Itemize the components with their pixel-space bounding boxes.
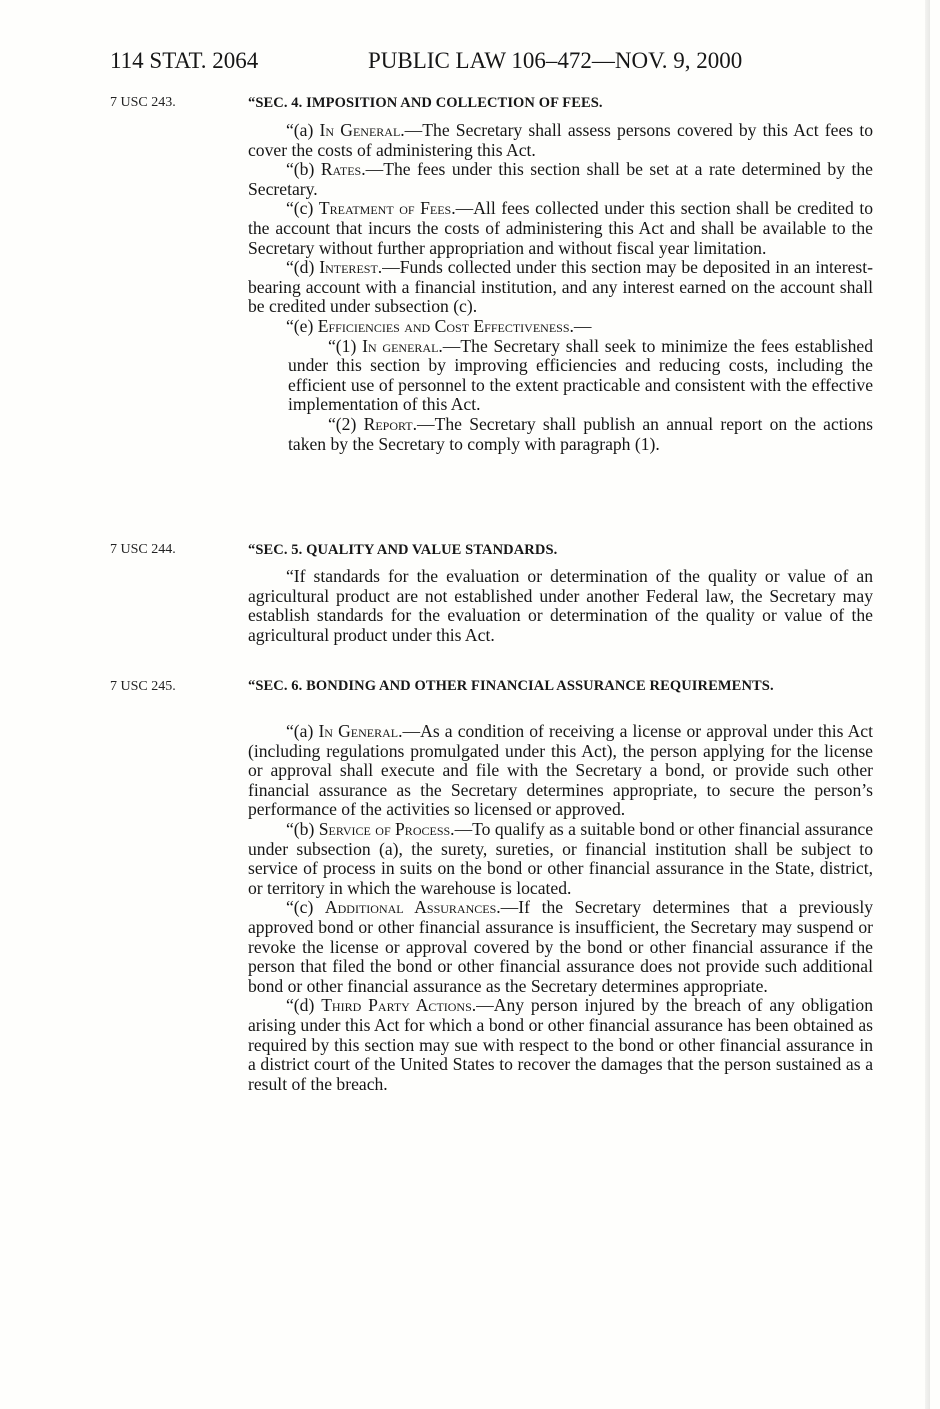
section-5-heading: “SEC. 5. QUALITY AND VALUE STANDARDS. (248, 542, 558, 558)
section-5-text: “If standards for the evaluation or determination of the quality or value of an agricultural product are not established under another Federal law, the Secretary may establish standards for the evaluation or determination of the quality or value of the agricultural product under this Act. (248, 566, 873, 645)
section-6-subsection-b: “(b) Service of Process.—To qualify as a suitable bond or other financial assurance under subsection (a), the surety, sureties, or financial institution shall be subject to service of process in suits on the bond or other financial assurance in the State, district, or territory in which the warehouse is located. (248, 818, 874, 898)
margin-note-usc-244: 7 USC 244. (110, 542, 176, 557)
section-6-subsection-c: “(c) Additional Assurances.—If the Secretary determines that a previously approved bond or other financial assurance is insufficient, the Secretary may suspend or revoke the license or approval covered by the bond or other financial assurance if the person that filed the bond or other financial assurance does not provide such additional bond or other financial assurance as the Secretary determines appropriate. (248, 897, 874, 996)
section-4-body (248, 121, 873, 454)
section-6-heading: “SEC. 6. BONDING AND OTHER FINANCIAL ASSURANCE REQUIREMENTS. (248, 678, 774, 694)
running-title: PUBLIC LAW 106–472—NOV. 9, 2000 (368, 48, 743, 73)
section-4-paragraph-1: “(1) In general.—The Secretary shall seek to minimize the fees established under this section by improving efficiencies and reducing costs, including the efficient use of personnel to the extent practicable and consistent with the effective implementation of this Act. (288, 335, 873, 415)
section-4-subsection-d: “(d) Interest.—Funds collected under this section may be deposited in an interest-bearing account with a financial institution, and any interest earned on the account shall be credited under subsection (c). (248, 257, 873, 317)
section-6-subsection-d: “(d) Third Party Actions.—Any person injured by the breach of any obligation arising under this Act for which a bond or other financial assurance has been obtained as required by this section may sue with respect to the bond or other financial assurance in a district court of the United States to recover the damages that the person sustained as a result of the breach. (248, 995, 873, 1094)
statute-page-number: 114 STAT. 2064 (110, 48, 259, 73)
section-4-paragraph-2: “(2) Report.—The Secretary shall publish an annual report on the actions taken by the Secretary to comply with paragraph (1). (288, 413, 874, 454)
section-5-body (248, 567, 873, 645)
section-4-heading: “SEC. 4. IMPOSITION AND COLLECTION OF FEES. (248, 95, 603, 111)
section-4-subsection-c: “(c) Treatment of Fees.—All fees collected under this section shall be credited to the account that incurs the costs of administering this Act and shall be available to the Secretary without further appropriation and without fiscal year limitation. (248, 198, 874, 258)
section-6-body (248, 722, 873, 1094)
page-header (110, 48, 770, 78)
section-6-subsection-a: “(a) In General.—As a condition of receiving a license or approval under this Act (including regulations promulgated under this Act), the person applying for the license or approval shall execute and file with the Secretary a bond, or provide such other financial assurance as the Secretary determines appropriate, to secure the person’s performance of the activities so licensed or approved. (248, 721, 874, 820)
margin-note-usc-243: 7 USC 243. (110, 95, 176, 110)
margin-note-usc-245: 7 USC 245. (110, 679, 176, 694)
page-edge-shadow (925, 0, 930, 1409)
section-4-subsection-a: “(a) In General.—The Secretary shall assess persons covered by this Act fees to cover the costs of administering this Act. (248, 120, 874, 160)
section-4-subsection-b: “(b) Rates.—The fees under this section shall be set at a rate determined by the Secretary. (248, 159, 873, 199)
section-4-subsection-e: “(e) Efficiencies and Cost Effectiveness.— (286, 315, 592, 336)
